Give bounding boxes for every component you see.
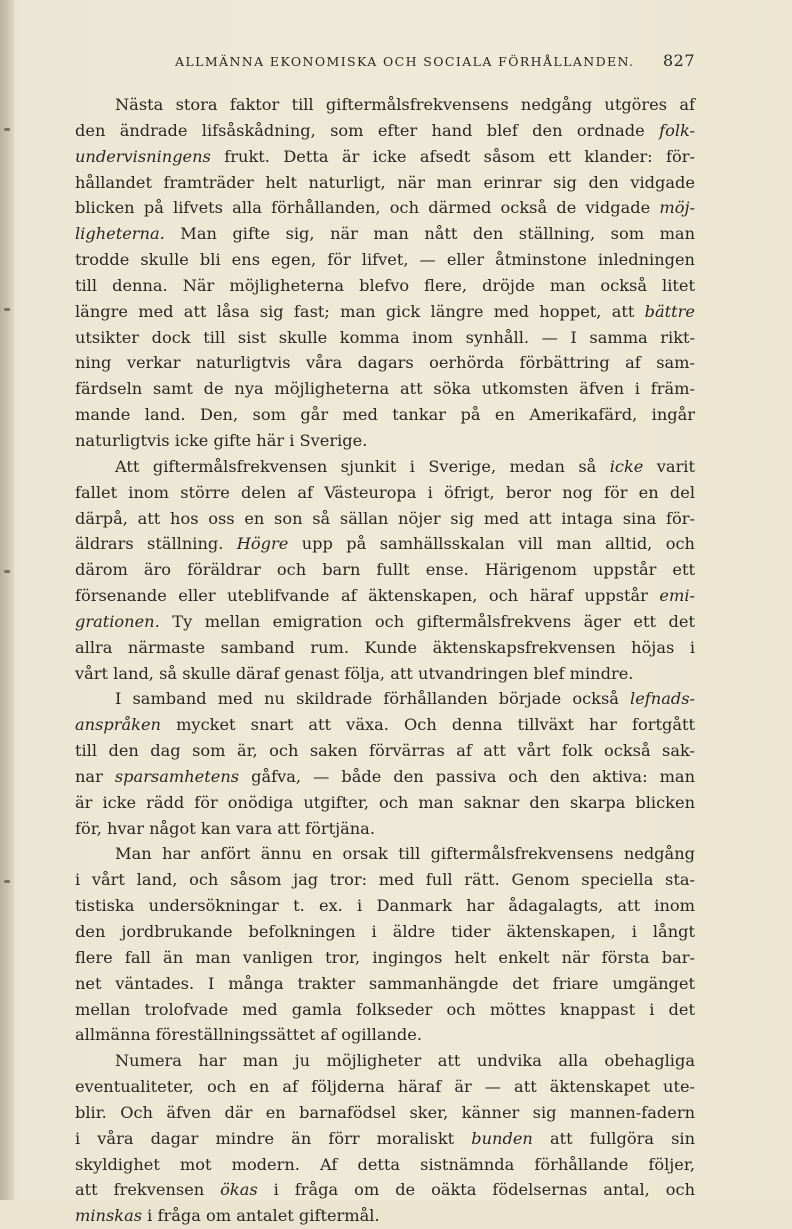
text-line [75,325,695,351]
text-line [75,170,695,196]
text-run: eventualiteter, och en af följderna häraf är — att äktenskapet ute- [75,1077,695,1097]
text-run: fallet inom större delen af Västeuropa i öfrigt, beror nog för en del [75,482,695,502]
text-run: hållandet framträder helt naturligt, när man erinrar sig den vidgade [75,172,695,192]
text-run: trodde skulle bli ens egen, för lifvet, — eller åtminstone inledningen [75,250,695,270]
text-line [75,402,695,428]
text-line [75,1203,695,1229]
running-head: ALLMÄNNA EKONOMISKA OCH SOCIALA FÖRHÅLLANDEN. [175,54,635,69]
text-run: I samband med nu skildrade förhållanden började också [115,689,631,709]
text-run: till denna. När möjligheterna blefvo flere, dröjde man också litet [75,275,695,295]
text-run: net väntades. I många trakter sammanhängde det friare umgänget [75,973,695,993]
text-line [75,1177,695,1203]
gutter-mark [4,128,10,131]
text-line [75,1048,695,1074]
text-run: blicken på lifvets alla förhållanden, och därmed också de vidgade [75,198,660,218]
body-text [75,92,695,1229]
text-line [75,1022,695,1048]
text-run: skyldighet mot modern. Af detta sistnämnda förhållande följer, [75,1154,695,1174]
italic-text: grationen. [75,611,160,631]
text-run: flere fall än man vanligen tror, ingingos helt enkelt när första bar- [75,947,695,967]
text-line [75,144,695,170]
text-run: i vårt land, och såsom jag tror: med full rätt. Genom speciella sta- [75,870,695,890]
italic-text: Högre [236,534,289,554]
text-line [75,247,695,273]
text-line [75,454,695,480]
text-line [75,738,695,764]
text-run: att frekvensen [75,1180,221,1200]
gutter-mark [4,880,10,883]
text-line [75,299,695,325]
text-run: allmänna föreställningssättet af ogillande. [75,1025,423,1045]
text-run: Att giftermålsfrekvensen sjunkit i Sverige, medan så [115,456,610,476]
text-line [75,195,695,221]
text-run: mycket snart att växa. Och denna tillväxt har fortgått [160,715,695,735]
text-line [75,893,695,919]
text-run: vårt land, så skulle däraf genast följa, att utvandringen blef mindre. [75,663,634,683]
text-line [75,1152,695,1178]
italic-text: bättre [644,301,695,321]
text-run: frukt. Detta är icke afsedt såsom ett klander: för- [210,146,695,166]
text-line [75,506,695,532]
text-run: den ändrade lifsåskådning, som efter hand blef den ordnade [75,120,660,140]
italic-text: ligheterna. [75,224,165,244]
text-line [75,997,695,1023]
text-run: därpå, att hos oss en son så sällan nöjer sig med att intaga sina för- [75,508,695,528]
text-line [75,712,695,738]
text-run: färdseln samt de nya möjligheterna att söka utkomsten äfven i främ- [75,379,695,399]
text-line [75,428,695,454]
text-run: Ty mellan emigration och giftermålsfrekvens äger ett det [159,611,695,631]
italic-text: icke [609,456,644,476]
text-run: därom äro föräldrar och barn fullt ense. Härigenom uppstår ett [75,560,695,580]
text-line [75,686,695,712]
text-run: allra närmaste samband rum. Kunde äktenskapsfrekvensen höjas i [75,637,695,657]
text-run: den jordbrukande befolkningen i äldre tider äktenskapen, i långt [75,922,695,941]
page-number: 827 [662,51,695,70]
text-line [75,764,695,790]
text-run: mande land. Den, som går med tankar på en Amerikafärd, ingår [75,405,695,425]
italic-text: undervisningens [75,146,211,166]
text-line [75,118,695,144]
italic-text: minskas [75,1206,143,1226]
text-line [75,221,695,247]
page-header [75,51,695,72]
text-run: gåfva, — både den passiva och den aktiva: man [239,766,695,786]
text-run: i fråga om antalet giftermål. [142,1206,380,1226]
text-run: i fråga om de oäkta födelsernas antal, och [257,1180,695,1200]
text-line [75,583,695,609]
text-run: för, hvar något kan vara att förtjäna. [75,818,375,838]
text-line [75,1126,695,1152]
italic-text: bunden [471,1128,533,1148]
page-gutter [0,0,14,1200]
text-line [75,531,695,557]
italic-text: möj- [659,198,695,218]
text-run: försenande eller uteblifvande af äktenskapen, och häraf uppstår [75,586,660,606]
text-run: Man gifte sig, när man nått den ställning, som man [164,224,695,244]
text-line [75,92,695,118]
italic-text: lefnads- [630,689,695,709]
text-line [75,1074,695,1100]
text-line [75,557,695,583]
text-run: tistiska undersökningar t. ex. i Danmark har ådagalagts, att inom [75,896,695,916]
text-line [75,1100,695,1126]
text-run: till den dag som är, och saken förvärras af att vårt folk också sak- [75,741,695,761]
text-line [75,480,695,506]
text-run: upp på samhällsskalan vill man alltid, och [288,534,695,554]
text-line [75,273,695,299]
text-run: ning verkar naturligtvis våra dagars oerhörda förbättring af sam- [75,353,695,373]
italic-text: anspråken [75,715,161,735]
italic-text: emi- [659,586,695,606]
text-run: Man har anfört ännu en orsak till giftermålsfrekvensens nedgång [115,844,695,864]
text-run: att fullgöra sin [532,1128,695,1148]
text-line [75,376,695,402]
text-run: i våra dagar mindre än förr moraliskt [75,1128,472,1148]
text-line [75,841,695,867]
text-run: är icke rädd för onödiga utgifter, och man saknar den skarpa blicken [75,792,695,812]
italic-text: folk- [659,120,695,140]
text-line [75,635,695,661]
text-line [75,919,695,945]
text-line [75,350,695,376]
text-line [75,661,695,687]
text-run: Nästa stora faktor till giftermålsfrekvensens nedgång utgöres af [115,95,695,114]
text-run: varit [643,456,695,476]
italic-text: ökas [220,1180,258,1200]
text-run: blir. Och äfven där en barnafödsel sker, känner sig mannen-fadern [75,1102,695,1122]
italic-text: sparsamhetens [114,766,240,786]
text-run: nar [75,766,115,786]
text-run: Numera har man ju möjligheter att undvika alla obehagliga [115,1051,695,1071]
text-run: utsikter dock till sist skulle komma inom synhåll. — I samma rikt- [75,327,695,347]
text-run: naturligtvis icke gifte här i Sverige. [75,430,368,450]
text-line [75,790,695,816]
text-line [75,816,695,842]
text-line [75,945,695,971]
text-line [75,867,695,893]
gutter-mark [4,308,10,311]
text-run: längre med att låsa sig fast; man gick längre med hoppet, att [75,301,645,321]
text-run: mellan trolofvade med gamla folkseder och möttes knappast i det [75,999,695,1019]
gutter-mark [4,570,10,573]
text-line [75,971,695,997]
text-line [75,609,695,635]
text-run: äldrars ställning. [75,534,237,554]
